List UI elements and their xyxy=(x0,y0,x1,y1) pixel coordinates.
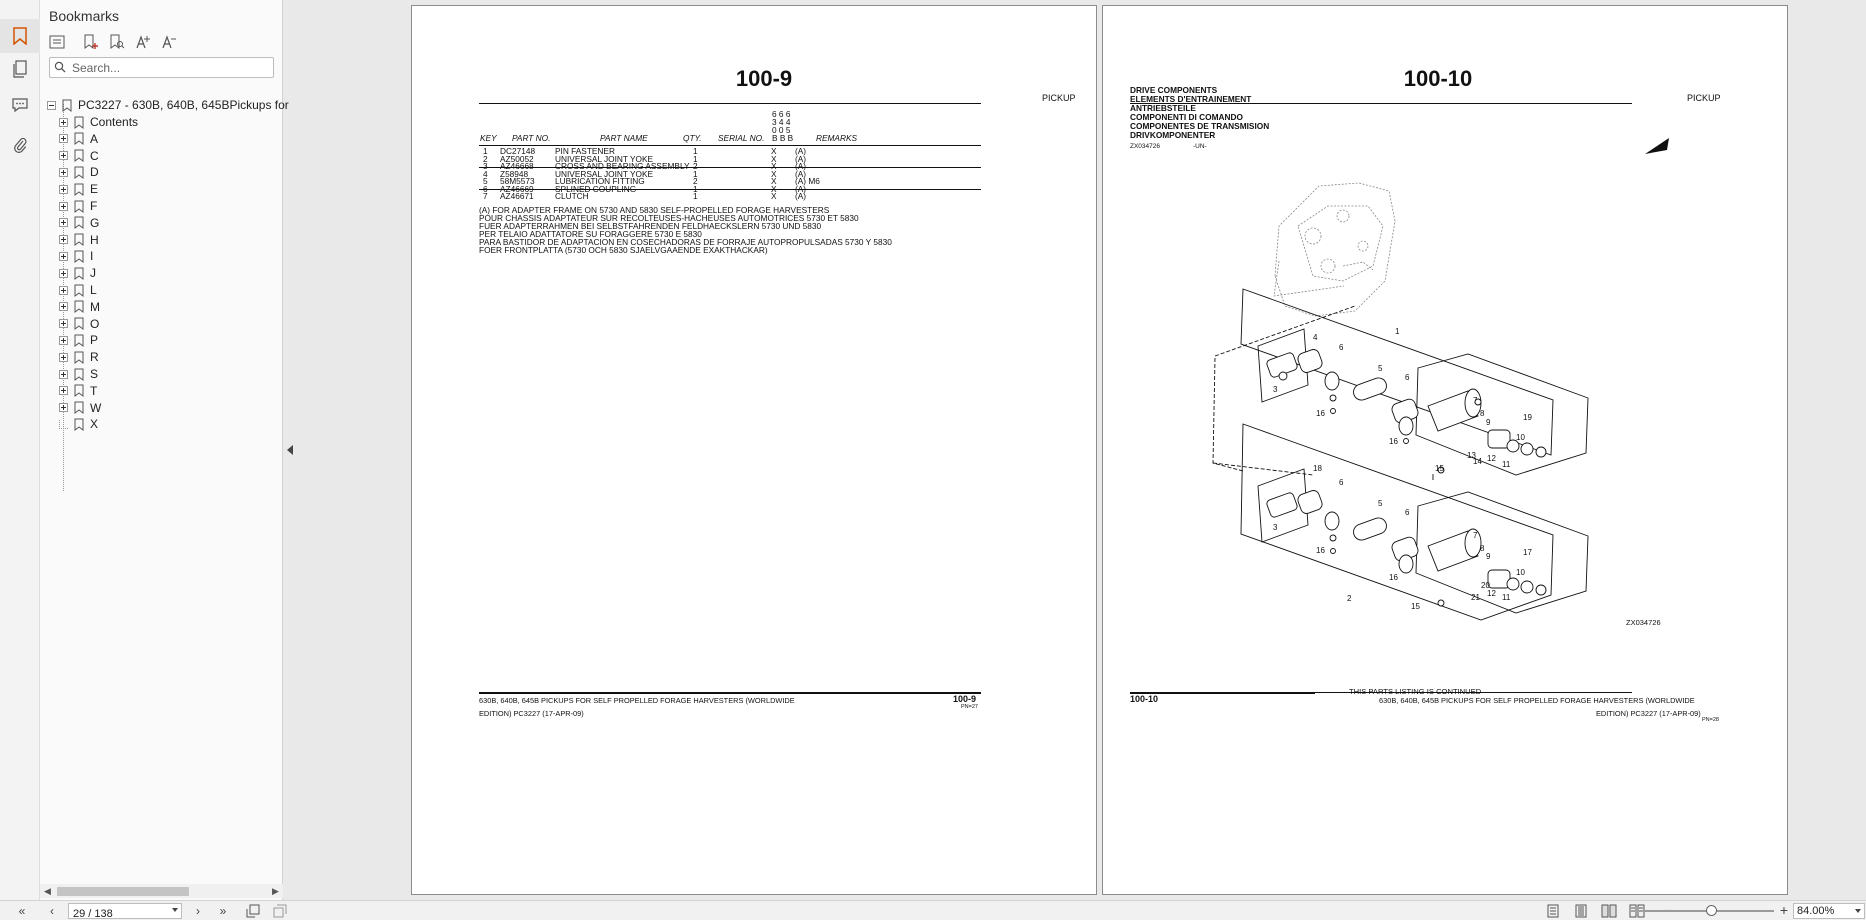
parts-cell-key: 7 xyxy=(483,191,488,201)
bookmark-icon xyxy=(74,132,84,145)
diagram-callout: 8 xyxy=(1480,409,1485,418)
expand-icon[interactable] xyxy=(59,151,68,160)
note-line: FUER ADAPTERRAHMEN BEI SELBSTFAHRENDEN FELDHAECKSLERN 5730 UND 5830 xyxy=(479,221,822,231)
diagram-callout: 3 xyxy=(1273,523,1278,532)
parts-cell-name: SPLINED COUPLING xyxy=(555,183,637,194)
bookmark-icon xyxy=(74,267,84,280)
bookmark-item[interactable] xyxy=(59,180,98,198)
parts-cell-x: X xyxy=(771,168,777,179)
bookmark-label: PC3227 - 630B, 640B, 645BPickups for xyxy=(78,98,289,112)
parts-cell-part-no: DC27148 xyxy=(500,146,536,156)
page-number-heading: 100-9 xyxy=(735,66,793,91)
bookmark-label: X xyxy=(90,417,99,432)
parts-cell-qty: 2 xyxy=(693,161,698,171)
model-code-row: 0 0 5 xyxy=(772,125,791,135)
expand-icon[interactable] xyxy=(59,319,68,328)
continuous-page-icon[interactable] xyxy=(1573,903,1589,919)
tree-connector xyxy=(59,420,68,429)
parts-cell-key: 2 xyxy=(483,153,488,164)
bookmark-label: C xyxy=(90,148,99,163)
bookmark-icon xyxy=(74,368,84,381)
col-header-key: KEY xyxy=(480,133,497,143)
parts-cell-name: PIN FASTENER xyxy=(555,146,615,156)
attachments-icon[interactable] xyxy=(9,134,31,156)
diagram-callout: 6 xyxy=(1405,373,1410,382)
section-label: PICKUP xyxy=(1687,93,1721,103)
diagram-callout: 9 xyxy=(1486,552,1491,561)
bookmark-label: T xyxy=(90,383,98,398)
lower-components xyxy=(1266,489,1546,606)
col-header-remarks: REMARKS xyxy=(816,133,858,143)
diagram-callout: 2 xyxy=(1347,594,1352,603)
bookmark-label: Contents xyxy=(90,115,139,129)
rotate-view-icon[interactable] xyxy=(245,903,261,919)
expand-icon[interactable] xyxy=(59,269,68,278)
expand-icon[interactable] xyxy=(59,118,68,127)
footer-text: EDITION) PC3227 (17-APR-09) xyxy=(1596,709,1701,718)
page-number-heading: 100-10 xyxy=(1403,66,1473,91)
gearbox-sketch xyxy=(1274,183,1395,316)
bookmarks-panel xyxy=(40,0,289,900)
parts-cell-qty: 1 xyxy=(693,168,698,179)
diagram-callout: 6 xyxy=(1339,343,1344,352)
panel-title: Bookmarks xyxy=(49,8,120,24)
zoom-in-icon[interactable]: + xyxy=(1779,902,1789,918)
zoom-level-field[interactable] xyxy=(1793,903,1865,919)
note-line: POUR CHASSIS ADAPTATEUR SUR RECOLTEUSES-HACHEUSES AUTOMOTRICES 5730 ET 5830 xyxy=(479,213,859,223)
diagram-callout: 5 xyxy=(1378,499,1383,508)
note-line: PER TELAIO ADATTATORE SU FORAGGERE 5730 E 5830 xyxy=(479,229,702,239)
header-rule xyxy=(479,103,981,104)
model-code-row: 6 6 6 xyxy=(772,109,791,119)
parts-cell-part-no: AZ46669 xyxy=(500,183,534,194)
parts-cell-key: 5 xyxy=(483,176,488,186)
bookmark-label: I xyxy=(90,249,94,264)
diagram-callout: 7 xyxy=(1473,396,1478,405)
single-page-icon[interactable] xyxy=(1545,903,1561,919)
parts-cell-qty: 1 xyxy=(693,191,698,201)
diagram-callout: 9 xyxy=(1486,418,1491,427)
diagram-callout: 16 xyxy=(1389,437,1398,446)
parts-cell-part-no: Z58948 xyxy=(500,168,529,179)
footer-text: 630B, 640B, 645B PICKUPS FOR SELF PROPELLED FORAGE HARVESTERS (WORLDWIDE xyxy=(479,696,795,705)
note-line: (A) FOR ADAPTER FRAME ON 5730 AND 5830 SELF-PROPELLED FORAGE HARVESTERS xyxy=(479,205,830,215)
parts-cell-remarks: (A) xyxy=(795,161,807,171)
bookmark-icon xyxy=(74,233,84,246)
bookmark-item[interactable] xyxy=(59,415,98,433)
drive-title-line: DRIVE COMPONENTS xyxy=(1130,85,1218,95)
diagram-callout: 17 xyxy=(1523,548,1532,557)
bookmark-item[interactable] xyxy=(59,113,138,131)
bookmark-label: M xyxy=(90,299,100,314)
bookmarks-tab-icon[interactable] xyxy=(9,25,31,47)
bookmark-label: E xyxy=(90,182,99,197)
diagram-callout: 10 xyxy=(1516,568,1525,577)
bookmark-item[interactable] xyxy=(59,348,99,366)
bookmark-icon xyxy=(74,166,84,179)
bookmark-label: H xyxy=(90,232,99,247)
facing-page-icon[interactable] xyxy=(1601,903,1617,919)
col-header-part-no: PART NO. xyxy=(512,133,551,143)
expand-icon[interactable] xyxy=(59,286,68,295)
drive-title-line: ANTRIEBSTEILE xyxy=(1130,103,1196,113)
bookmark-icon xyxy=(74,351,84,364)
diagram-callout: 12 xyxy=(1487,589,1496,598)
diagram-callout: 21 xyxy=(1471,593,1480,602)
continued-note: THIS PARTS LISTING IS CONTINUED xyxy=(1349,687,1482,696)
diagram-callout: 11 xyxy=(1502,593,1511,602)
page-dropdown-icon[interactable] xyxy=(172,908,178,912)
bookmark-icon xyxy=(74,284,84,297)
footer-pn: PN=27 xyxy=(961,704,978,710)
bookmark-icon xyxy=(74,200,84,213)
parts-cell-x: X xyxy=(771,191,777,201)
parts-cell-name: CROSS AND BEARING ASSEMBLY xyxy=(555,161,690,171)
find-bookmark-icon[interactable] xyxy=(108,33,126,51)
note-line: PARA BASTIDOR DE ADAPTACION EN COSECHADORAS DE FORRAJE AUTOPROPULSADAS 5730 Y 5830 xyxy=(479,237,892,247)
search-icon xyxy=(54,61,66,73)
illustration-ref-un: -UN- xyxy=(1193,143,1207,150)
expand-icon[interactable] xyxy=(59,403,68,412)
parts-cell-qty: 2 xyxy=(693,176,698,186)
diagram-callout: 8 xyxy=(1480,544,1485,553)
diagram-callout: 4 xyxy=(1313,333,1318,342)
parts-cell-key: 1 xyxy=(483,146,488,156)
diagram-callout: 6 xyxy=(1405,508,1410,517)
previous-page-icon[interactable]: ‹ xyxy=(50,904,54,918)
bookmark-label: L xyxy=(90,283,97,297)
col-header-part-name: PART NAME xyxy=(600,133,648,143)
parts-cell-key: 4 xyxy=(483,168,488,179)
note-line: FOER FRONTPLATTA (5730 OCH 5830 SJAELVGAAENDE EXAKTHACKAR) xyxy=(479,245,768,255)
add-bookmark-icon[interactable] xyxy=(82,33,100,51)
parts-cell-qty: 1 xyxy=(693,146,698,156)
diagram-callout: 15 xyxy=(1411,602,1420,611)
parts-cell-key: 3 xyxy=(483,161,488,171)
diagram-callout: 11 xyxy=(1502,460,1511,469)
bookmark-search xyxy=(49,57,274,78)
parts-cell-x: X xyxy=(771,161,777,171)
comments-icon[interactable] xyxy=(9,94,31,116)
expand-icon[interactable] xyxy=(59,202,68,211)
diagram-ref: ZX034726 xyxy=(1626,618,1661,627)
diagram-callout: 16 xyxy=(1316,546,1325,555)
bookmark-item[interactable] xyxy=(59,147,99,165)
diagram-callout: 15 xyxy=(1435,464,1444,473)
section-label: PICKUP xyxy=(1042,93,1076,103)
diagram-callout: 12 xyxy=(1487,454,1496,463)
col-header-qty: QTY. xyxy=(683,133,702,143)
scrollbar-thumb[interactable] xyxy=(57,887,189,896)
pages-thumbnail-icon[interactable] xyxy=(9,58,31,80)
parts-cell-name: CLUTCH xyxy=(555,191,589,201)
parts-cell-x: X xyxy=(771,153,777,164)
diagram-callout: 10 xyxy=(1516,433,1525,442)
illustration-ref: ZX034726 xyxy=(1130,143,1160,150)
expand-icon[interactable] xyxy=(59,168,68,177)
parts-cell-qty: 1 xyxy=(693,183,698,194)
drive-title-line: DRIVKOMPONENTER xyxy=(1130,130,1216,140)
bookmark-item[interactable] xyxy=(59,365,98,383)
parts-cell-name: UNIVERSAL JOINT YOKE xyxy=(555,168,654,179)
drive-title-line: COMPONENTI DI COMANDO xyxy=(1130,112,1243,122)
page-number-field[interactable] xyxy=(68,903,182,919)
parts-cell-x: X xyxy=(771,183,777,194)
diagram-callout: 3 xyxy=(1273,385,1278,394)
bookmark-icon xyxy=(74,401,84,414)
bookmark-icon xyxy=(62,99,72,112)
bookmark-root[interactable] xyxy=(47,96,289,114)
bookmark-icon xyxy=(74,317,84,330)
footer-page-number: 100-9 xyxy=(953,694,977,704)
parts-cell-remarks: (A) M6 xyxy=(795,176,820,186)
diagram-callout: 14 xyxy=(1473,457,1482,466)
zoom-value: 84.00% xyxy=(1797,905,1835,917)
bookmark-label: R xyxy=(90,350,99,365)
bookmark-label: S xyxy=(90,367,99,381)
diagram-callout: 19 xyxy=(1523,413,1532,422)
panel-horizontal-scrollbar[interactable] xyxy=(40,884,283,898)
collapse-icon[interactable] xyxy=(47,101,56,110)
parts-cell-part-no: 58M5573 xyxy=(500,176,535,186)
bookmark-label: W xyxy=(90,400,102,415)
bookmark-item[interactable] xyxy=(59,382,97,400)
expand-icon[interactable] xyxy=(59,235,68,244)
parts-cell-remarks: (A) xyxy=(795,191,807,201)
page-input[interactable] xyxy=(69,907,169,920)
expand-icon[interactable] xyxy=(59,386,68,395)
parts-cell-x: X xyxy=(771,176,777,186)
fit-view-icon[interactable] xyxy=(272,903,288,919)
parts-cell-remarks: (A) xyxy=(795,168,807,179)
bookmark-icon xyxy=(74,216,84,229)
expand-icon[interactable] xyxy=(59,134,68,143)
bookmark-item[interactable] xyxy=(59,281,97,299)
diagram-callout: 16 xyxy=(1389,573,1398,582)
parts-cell-remarks: (A) xyxy=(795,183,807,194)
drive-title-line: COMPONENTES DE TRANSMISION xyxy=(1130,121,1270,131)
diagram-callout: 18 xyxy=(1313,464,1322,473)
bookmark-item[interactable] xyxy=(59,231,99,249)
continuous-facing-icon[interactable] xyxy=(1629,903,1645,919)
bookmark-item[interactable] xyxy=(59,264,96,282)
expand-icon[interactable] xyxy=(59,218,68,227)
bookmark-icon xyxy=(74,384,84,397)
diagram-callout: 13 xyxy=(1467,451,1476,460)
increase-text-icon[interactable] xyxy=(134,33,152,51)
bookmark-item[interactable] xyxy=(59,331,98,349)
exploded-parts-diagram xyxy=(1103,6,1789,896)
drive-title-line: ELEMENTS D'ENTRAINEMENT xyxy=(1130,94,1252,104)
parts-cell-name: LUBRICATION FITTING xyxy=(555,176,645,186)
next-page-icon[interactable]: › xyxy=(196,904,200,918)
bookmark-item[interactable] xyxy=(59,197,97,215)
diagram-callout: 7 xyxy=(1473,531,1478,540)
bookmark-label: F xyxy=(90,199,98,213)
parts-cell-part-no: AZ46668 xyxy=(500,161,534,171)
diagram-callout: 6 xyxy=(1339,478,1344,487)
last-page-icon[interactable]: » xyxy=(219,904,227,918)
bookmark-icon xyxy=(74,149,84,162)
parts-cell-part-no: AZ46671 xyxy=(500,191,534,201)
bookmark-label: D xyxy=(90,165,99,180)
status-toolbar xyxy=(0,900,1866,920)
bookmark-label: P xyxy=(90,333,99,348)
expand-icon[interactable] xyxy=(59,302,68,311)
diagram-callout: 5 xyxy=(1378,364,1383,373)
bookmark-item[interactable] xyxy=(59,247,93,265)
bookmark-icon xyxy=(74,334,84,347)
footer-text: EDITION) PC3227 (17-APR-09) xyxy=(479,709,584,718)
parts-cell-qty: 1 xyxy=(693,153,698,164)
bookmark-item[interactable] xyxy=(59,130,98,148)
search-input[interactable] xyxy=(72,59,270,76)
collapse-panel-icon[interactable] xyxy=(285,443,295,457)
diagram-callout: 20 xyxy=(1481,581,1490,590)
bookmark-toolbar xyxy=(48,32,178,52)
parts-cell-x: X xyxy=(771,146,777,156)
scroll-right-icon[interactable]: ▶ xyxy=(272,886,279,896)
expand-icon[interactable] xyxy=(59,336,68,345)
decrease-text-icon[interactable] xyxy=(160,33,178,51)
parts-cell-remarks: (A) xyxy=(795,153,807,164)
parts-cell-key: 6 xyxy=(483,183,488,194)
bookmark-icon xyxy=(74,300,84,313)
bookmark-label: J xyxy=(90,266,96,281)
expand-icon[interactable] xyxy=(59,185,68,194)
bookmark-item[interactable] xyxy=(59,298,100,316)
bookmark-label: G xyxy=(90,215,100,230)
bookmark-icon xyxy=(74,116,84,129)
expand-icon[interactable] xyxy=(59,353,68,362)
bookmark-icon xyxy=(74,418,84,431)
zoom-slider-thumb[interactable] xyxy=(1706,905,1717,916)
parts-cell-remarks: (A) xyxy=(795,146,807,156)
diagram-callout: 1 xyxy=(1395,327,1400,336)
expand-icon[interactable] xyxy=(59,252,68,261)
col-header-serial: SERIAL NO. xyxy=(718,133,765,143)
bookmark-item[interactable] xyxy=(59,214,99,232)
model-code-row: 3 4 4 xyxy=(772,117,791,127)
footer-text: 630B, 640B, 645B PICKUPS FOR SELF PROPELLED FORAGE HARVESTERS (WORLDWIDE xyxy=(1379,696,1695,705)
parts-cell-part-no: AZ50052 xyxy=(500,153,534,164)
pdf-page-left xyxy=(411,5,1097,895)
bookmark-item[interactable] xyxy=(59,399,101,417)
pdf-page-right xyxy=(1102,5,1788,895)
expand-icon[interactable] xyxy=(59,370,68,379)
diagram-callout: 16 xyxy=(1316,409,1325,418)
bookmark-icon xyxy=(74,250,84,263)
first-page-icon[interactable]: « xyxy=(18,904,26,918)
bookmark-item[interactable] xyxy=(59,315,99,333)
zoom-dropdown-icon[interactable] xyxy=(1855,909,1861,913)
footer-rule xyxy=(479,692,981,694)
document-viewport[interactable] xyxy=(296,0,1866,900)
parts-cell-name: UNIVERSAL JOINT YOKE xyxy=(555,153,654,164)
bookmark-label: O xyxy=(90,316,100,331)
bookmark-icon xyxy=(74,183,84,196)
footer-page-number: 100-10 xyxy=(1130,694,1159,704)
expand-all-icon[interactable] xyxy=(48,33,66,51)
model-code-row: B B B xyxy=(772,133,794,143)
footer-pn: PN=28 xyxy=(1702,717,1719,723)
bookmark-item[interactable] xyxy=(59,163,99,181)
left-rail xyxy=(0,0,40,900)
scroll-left-icon[interactable]: ◀ xyxy=(44,886,51,896)
bookmark-label: A xyxy=(90,131,99,146)
orientation-arrow-icon xyxy=(1645,138,1669,154)
